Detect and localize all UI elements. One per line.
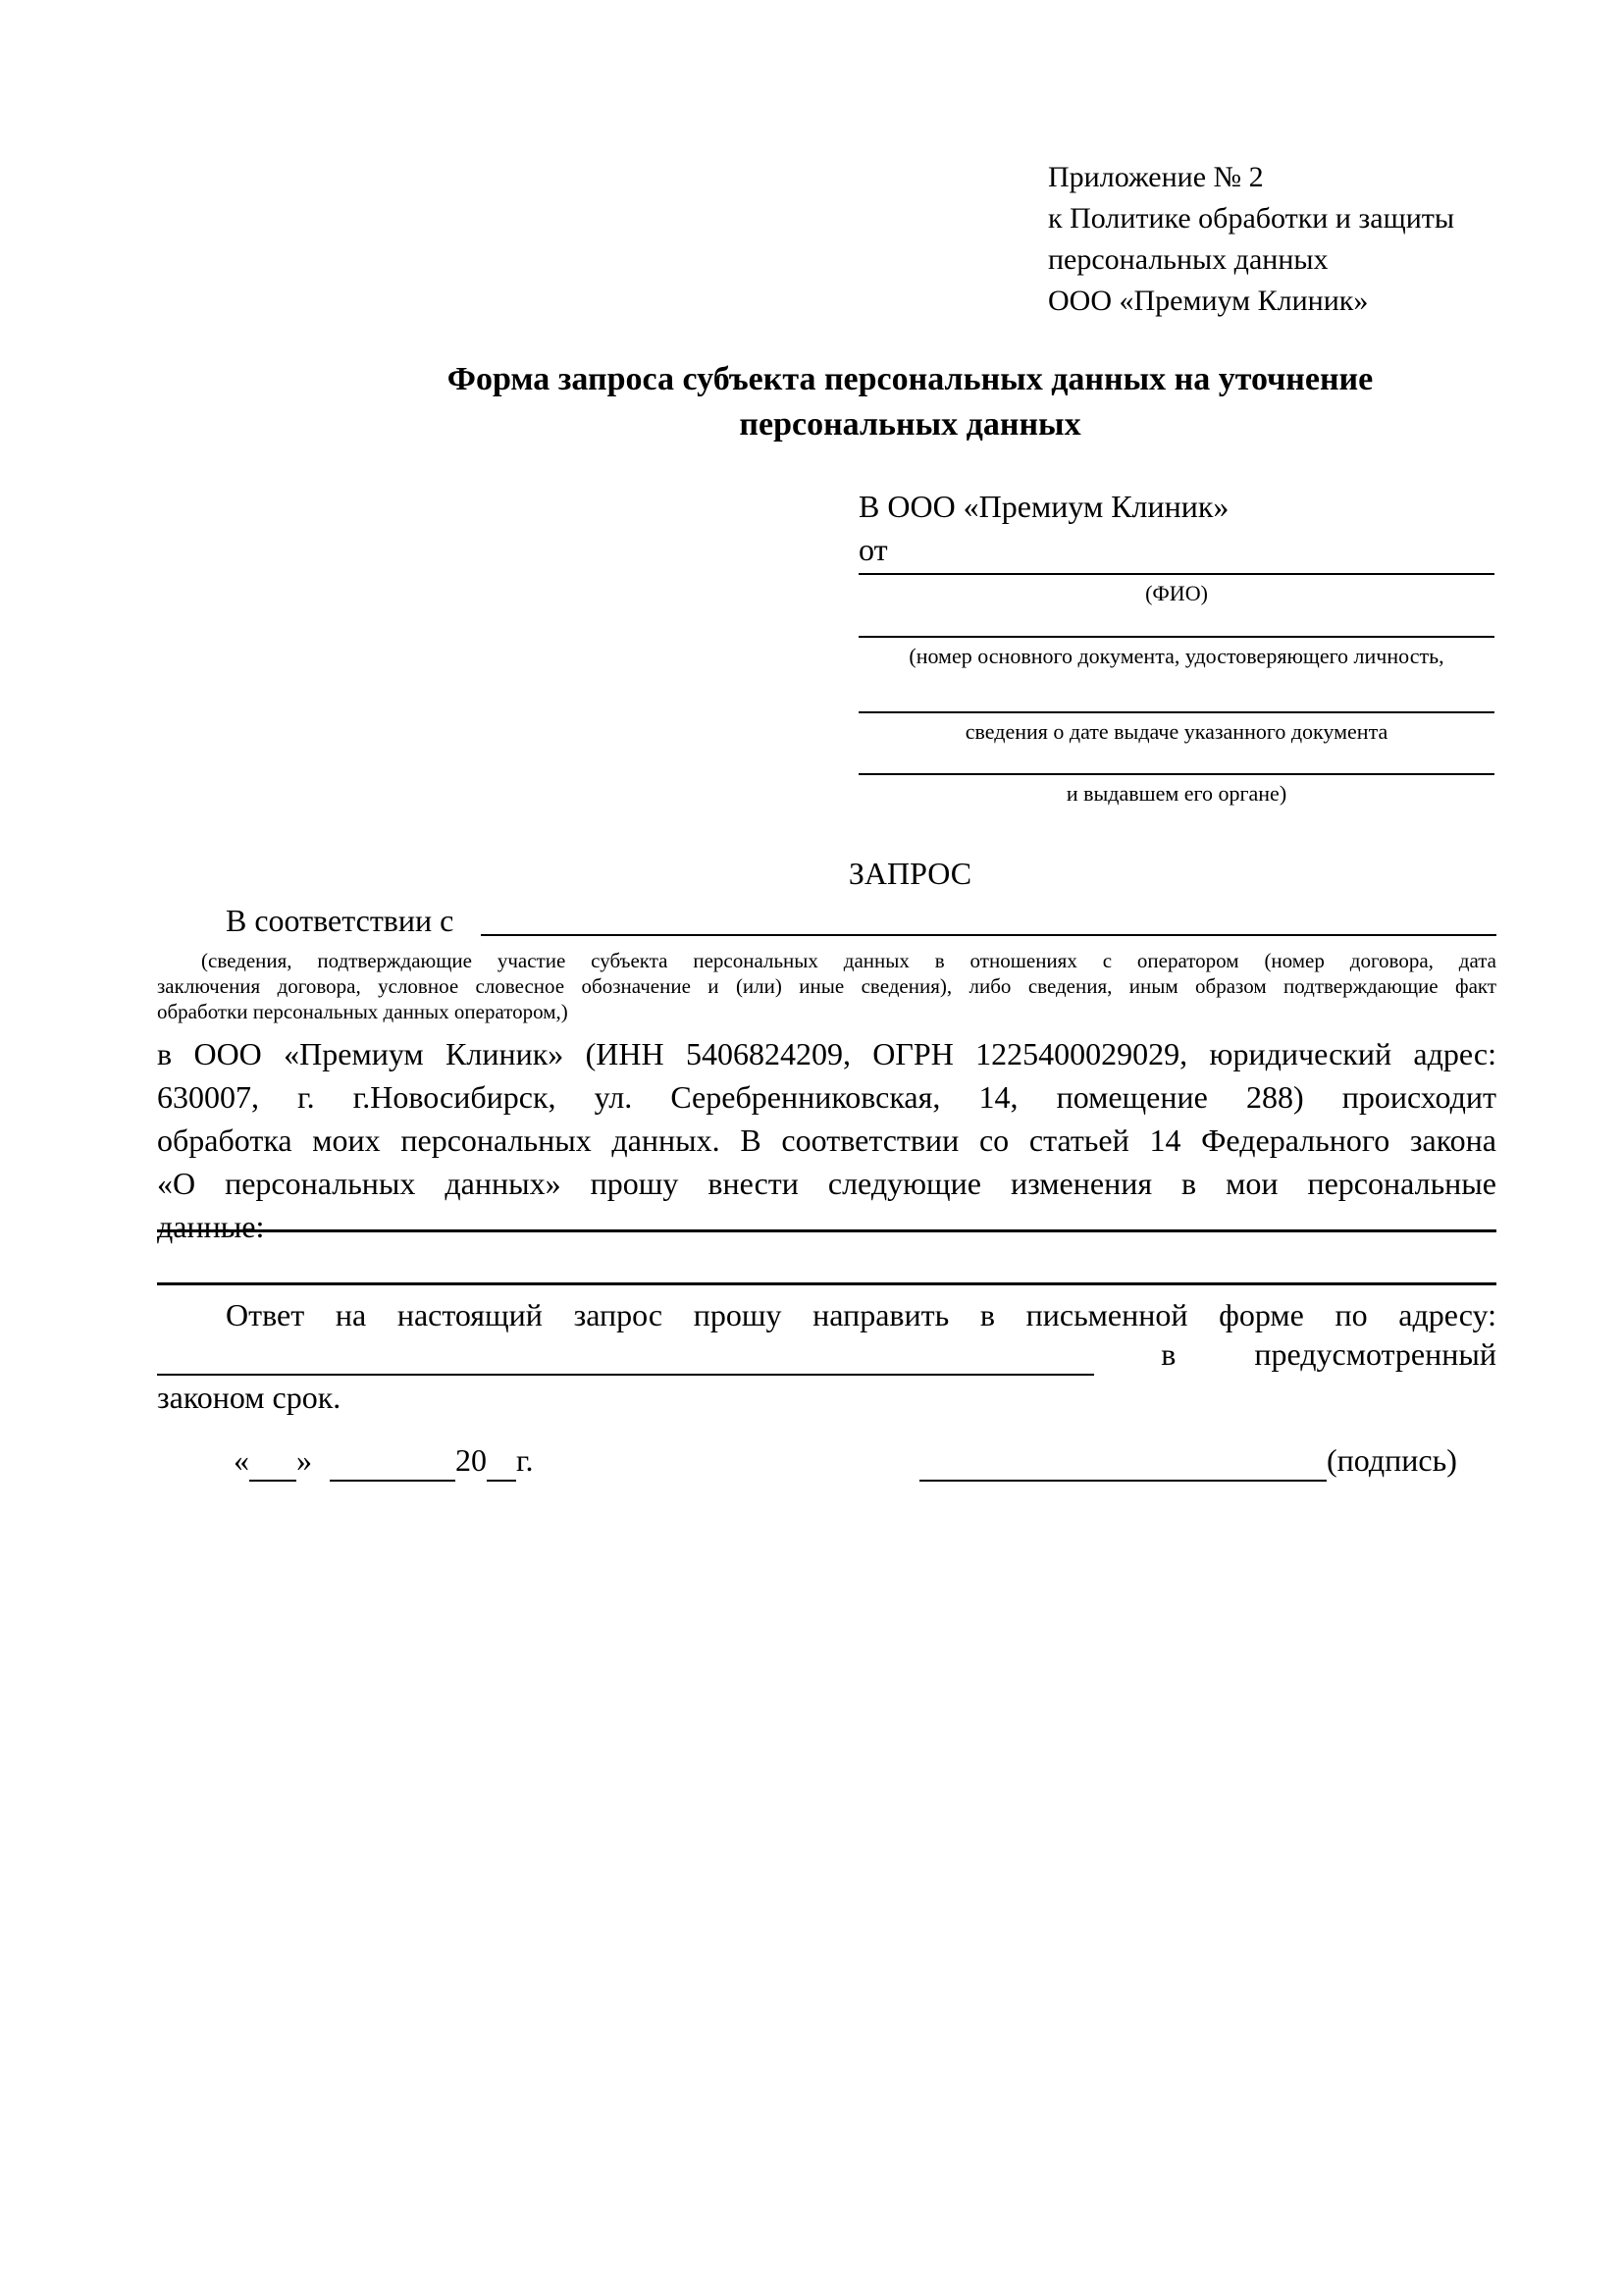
year-input-line[interactable] — [487, 1446, 516, 1482]
appendix-header-line: персональных данных — [1048, 243, 1329, 276]
id-number-input-line[interactable] — [859, 636, 1494, 638]
request-body — [157, 1032, 1496, 1248]
date-field — [234, 1438, 534, 1482]
month-input-line[interactable] — [330, 1446, 455, 1482]
basis-note — [157, 948, 1496, 1024]
basis-note-line: (сведения, подтверждающие участие субъекта персональных данных в отношениях с оператором (номер договора, дата — [201, 949, 1496, 972]
issue-date-caption: сведения о дате выдаче указанного документа — [965, 719, 1388, 744]
request-body-line: 630007, г. г.Новосибирск, ул. Серебренниковская, 14, помещение 288) происходит — [157, 1079, 1496, 1115]
request-body-line: данные: — [157, 1209, 265, 1244]
signature-input-line[interactable] — [919, 1446, 1327, 1482]
issuing-authority-caption: и выдавшем его органе) — [1066, 781, 1287, 806]
appendix-header-line: к Политике обработки и защиты — [1048, 202, 1455, 235]
address-input-line[interactable] — [157, 1340, 1094, 1376]
appendix-header — [1048, 157, 1509, 322]
issuing-authority-input-line[interactable] — [859, 773, 1494, 775]
signature-field — [919, 1438, 1457, 1482]
response-line-1: Ответ на настоящий запрос прошу направить в письменной форме по адресу: — [226, 1297, 1496, 1332]
response-line-2-word: предусмотренный — [1254, 1336, 1496, 1372]
issue-date-input-line[interactable] — [859, 711, 1494, 713]
id-number-caption: (номер основного документа, удостоверяющего личность, — [909, 644, 1444, 668]
response-line-2-word: в — [1161, 1336, 1177, 1372]
signature-caption: (подпись) — [1327, 1442, 1457, 1478]
date-close-quote: » — [296, 1442, 312, 1478]
basis-input-line[interactable] — [481, 934, 1496, 936]
fio-caption: (ФИО) — [1145, 581, 1208, 605]
request-heading: ЗАПРОС — [848, 856, 972, 891]
date-open-quote: « — [234, 1442, 249, 1478]
document-title-line: персональных данных — [739, 406, 1081, 443]
basis-note-line: обработки персональных данных оператором,) — [157, 1000, 568, 1023]
request-body-line: обработка моих персональных данных. В соответствии со статьей 14 Федерального закона — [157, 1122, 1496, 1158]
date-year-suffix: г. — [516, 1442, 534, 1478]
basis-note-line: заключения договора, условное словесное обозначение и (или) иные сведения), либо сведения, иным образом подтверждающие факт — [157, 974, 1496, 998]
addressee-from-label: от — [859, 532, 888, 567]
date-year-prefix: 20 — [455, 1442, 487, 1478]
addressee-org: В ООО «Премиум Клиник» — [859, 489, 1230, 524]
response-line-3: законом срок. — [157, 1380, 341, 1415]
request-body-line: «О персональных данных» прошу внести следующие изменения в мои персональные — [157, 1166, 1496, 1201]
intro-label: В соответствии с — [226, 903, 454, 938]
fio-input-line[interactable] — [859, 573, 1494, 575]
changes-input-line-1[interactable] — [157, 1229, 1496, 1232]
document-title — [157, 357, 1580, 447]
appendix-header-line: Приложение № 2 — [1048, 161, 1264, 193]
day-input-line[interactable] — [249, 1446, 296, 1482]
document-title-line: Форма запроса субъекта персональных данных на уточнение — [446, 361, 1374, 397]
request-body-line: в ООО «Премиум Клиник» (ИНН 5406824209, ОГРН 1225400029029, юридический адрес: — [157, 1036, 1496, 1071]
response-line-2 — [157, 1332, 1496, 1376]
appendix-header-line: ООО «Премиум Клиник» — [1048, 285, 1369, 317]
changes-input-line-2[interactable] — [157, 1282, 1496, 1285]
